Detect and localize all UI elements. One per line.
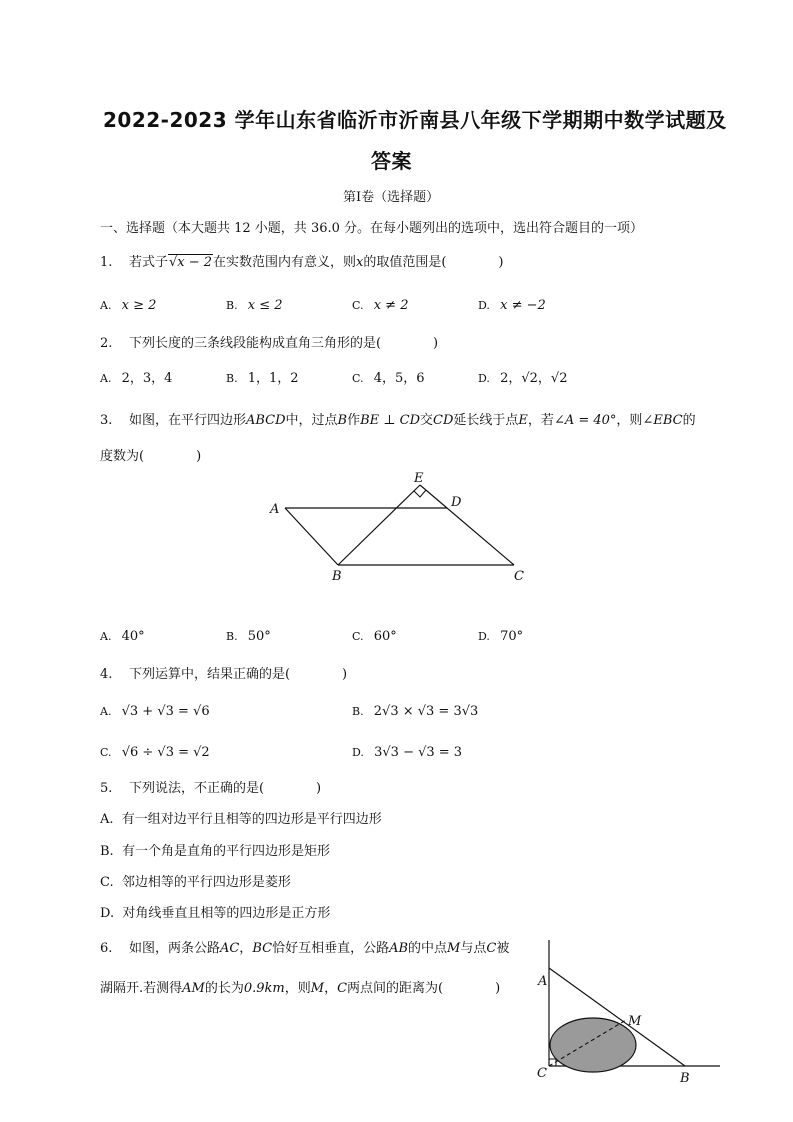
question-text: 恰好互相垂直，公路 [272,941,390,956]
math-term: BE ⊥ CD [360,413,421,428]
question-6 [100,937,509,956]
point-label-a: A [538,974,548,989]
q5-option-d[interactable] [100,902,330,921]
option-label: A. [100,372,112,385]
line-ed [420,485,447,508]
sqrt-expression: √x − 2 [168,255,212,270]
math-term: M [447,941,461,956]
option-text: 对角线垂直且相等的四边形是正方形 [122,906,331,921]
question-5 [100,777,321,796]
math-term: ∠EBC [642,413,683,428]
option-text: 邻边相等的平行四边形是菱形 [121,875,291,890]
question-6-line2 [100,977,500,996]
q1-option-d[interactable] [478,294,546,313]
option-text: x ≠ 2 [373,298,409,313]
option-label: B. [100,844,114,859]
option-label: A. [100,705,112,718]
question-number: 4. [100,667,113,682]
math-term: E [518,413,528,428]
option-label: D. [100,906,115,921]
question-text: ， [324,981,338,996]
option-text: 4，5，6 [373,371,425,386]
variable: x [356,255,364,270]
question-text: 的中点 [408,941,448,956]
question-text: ，则 [284,981,311,996]
option-text: x ≥ 2 [121,298,157,313]
point-label-e: E [414,471,424,486]
q4-option-a[interactable] [100,700,210,719]
math-term: 0.9km [243,981,285,996]
math-term: B [337,413,348,428]
parallelogram-figure [262,468,542,586]
option-text: 60° [373,629,397,644]
line-be [338,485,420,565]
option-text: 2，√2，√2 [500,371,568,386]
math-term: M [310,981,325,996]
q5-option-b[interactable] [100,840,330,859]
option-label: C. [100,875,114,890]
question-3 [100,409,696,428]
question-text: 的取值范围是( ) [363,255,504,270]
question-number: 1. [100,255,113,270]
q2-option-d[interactable] [478,367,568,386]
q5-option-c[interactable] [100,871,291,890]
q1-option-a[interactable] [100,294,156,313]
point-label-d: D [451,495,462,510]
math-term: ∠A = 40° [553,413,617,428]
math-term: C [486,941,497,956]
math-term: ABCD [245,413,286,428]
question-2 [100,332,438,351]
math-term: BC [252,941,273,956]
q2-option-b[interactable] [226,367,299,386]
option-text: 3√3 − √3 = 3 [374,745,463,760]
option-label: B. [226,630,238,643]
question-text: 如图，两条公路 [128,941,220,956]
question-1 [100,251,504,270]
q5-option-a[interactable] [100,808,382,827]
option-text: 2√3 × √3 = 3√3 [373,704,479,719]
point-label-c: C [537,1066,547,1081]
question-text: ，则 [616,413,643,428]
option-text: √6 ÷ √3 = √2 [121,745,210,760]
page-title-cont: 答案 [371,149,412,173]
question-text: 作 [347,413,361,428]
option-text: x ≤ 2 [247,298,283,313]
option-label: A. [100,812,114,827]
option-label: D. [478,630,490,643]
option-label: C. [352,299,364,312]
question-text: 被 [496,941,510,956]
question-text: 与点 [460,941,487,956]
line-dc [447,508,514,565]
question-text: 下列说法，不正确的是( ) [128,781,322,796]
option-label: B. [226,372,238,385]
page-title: 2022-2023 学年山东省临沂市沂南县八年级下学期期中数学试题及 [103,108,727,132]
question-text: 下列运算中，结果正确的是( ) [128,667,348,682]
option-text: x ≠ −2 [500,298,546,313]
option-text: 2，3，4 [121,371,173,386]
option-text: 40° [121,629,145,644]
option-text: √3 + √3 = √6 [121,704,210,719]
math-term: AC [219,941,240,956]
question-number: 2. [100,336,113,351]
question-text: 若式子 [128,255,168,270]
question-text: 中，过点 [285,413,338,428]
q3-option-a[interactable] [100,625,145,644]
question-text: 下列长度的三条线段能构成直角三角形的是( ) [128,336,439,351]
option-label: A. [100,630,112,643]
option-label: D. [478,299,490,312]
question-4 [100,663,347,682]
option-label: B. [352,705,364,718]
option-label: C. [100,746,112,759]
option-text: 50° [247,629,271,644]
q4-option-d[interactable] [352,741,462,760]
line-ab [285,508,338,565]
q4-option-c[interactable] [100,741,210,760]
q4-option-b[interactable] [352,700,478,719]
question-number: 3. [100,413,113,428]
point-label-m: M [628,1014,642,1029]
math-term: C [337,981,348,996]
q2-option-a[interactable] [100,367,172,386]
question-text: ，若 [527,413,554,428]
question-number: 6. [100,941,113,956]
point-label-b: B [680,1071,690,1086]
math-term: AB [389,941,409,956]
math-term: AM [182,981,205,996]
question-text: ， [239,941,253,956]
section-heading: 第Ⅰ卷（选择题） [343,190,440,205]
option-label: C. [352,630,364,643]
lake-shape [550,1018,636,1072]
right-angle-mark [414,490,426,497]
q3-option-b[interactable] [226,625,271,644]
option-label: C. [352,372,364,385]
option-text: 有一个角是直角的平行四边形是矩形 [121,844,330,859]
question-text: 交 [420,413,434,428]
q2-option-c[interactable] [352,367,425,386]
question-number: 5. [100,781,113,796]
point-label-a: A [270,502,280,517]
point-label-b: B [332,569,342,584]
math-term: CD [433,413,454,428]
question-text: 在实数范围内有意义，则 [213,255,357,270]
question-text: 的 [682,413,696,428]
option-text: 70° [500,629,524,644]
option-text: 1，1，2 [247,371,299,386]
question-text: 的长为 [204,981,244,996]
option-label: A. [100,299,112,312]
q3-option-c[interactable] [352,625,397,644]
q1-option-b[interactable] [226,294,283,313]
q1-option-c[interactable] [352,294,408,313]
question-3-line2: 度数为( ) [100,449,202,464]
question-text: 如图，在平行四边形 [128,413,246,428]
option-label: D. [352,746,364,759]
option-label: D. [478,372,490,385]
instructions: 一、选择题（本大题共 12 小题，共 36.0 分。在每小题列出的选项中，选出符合题目的一项） [100,221,644,236]
option-text: 有一组对边平行且相等的四边形是平行四边形 [121,812,382,827]
lake-figure [530,938,725,1088]
question-text: 延长线于点 [453,413,519,428]
point-label-c: C [514,569,524,584]
question-text: 湖隔开.若测得 [100,981,183,996]
question-text: 两点间的距离为( ) [347,981,501,996]
option-label: B. [226,299,238,312]
q3-option-d[interactable] [478,625,523,644]
